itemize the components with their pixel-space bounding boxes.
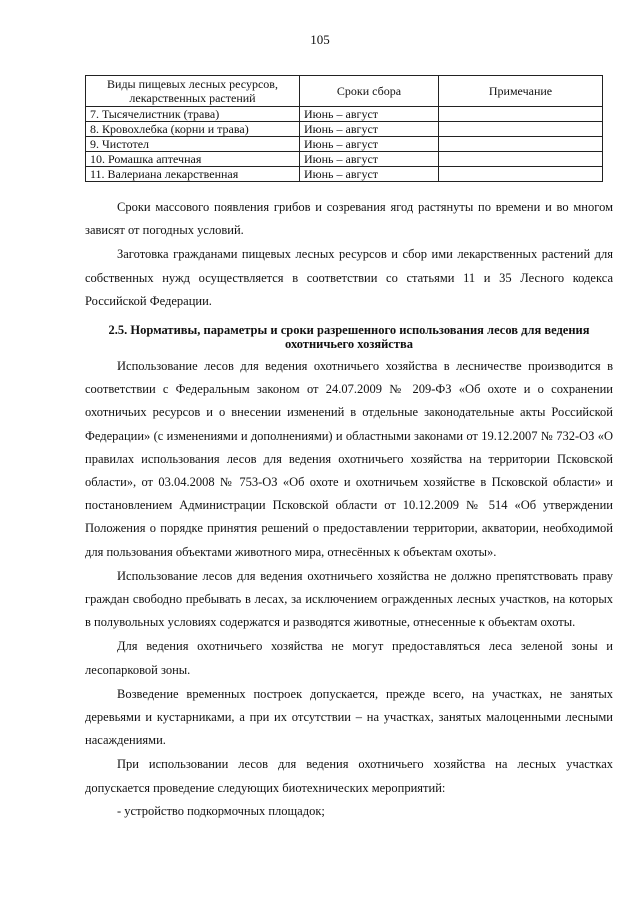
cell-note (439, 167, 603, 182)
table-row (86, 137, 603, 152)
cell-note (439, 152, 603, 167)
cell-resource: 11. Валериана лекарственная (86, 167, 300, 182)
cell-note (439, 137, 603, 152)
paragraph-free-access: Использование лесов для ведения охотничьего хозяйства не должно препятствовать праву граждан свободно пребывать в лесах, за исключением огражденных лесных участков, на которых в полувольных условиях содержатся и разводятся животные, отнесенные к объектам охоты. (85, 568, 613, 630)
header-harvest-period: Сроки сбора (300, 76, 439, 107)
paragraph-hunting-law: Использование лесов для ведения охотничьего хозяйства в лесничестве производится в соответствии с Федеральным законом от 24.07.2009 № 209-ФЗ «Об охоте и о сохранении охотничьих ресурсов и о внесении изменений в отдельные законодательные акты Российской Федерации» (с изменениями и дополнениями) и областными законами от 19.12.2007 № 732-ОЗ «О правилах использования лесов для ведения охотничьего хозяйства на территории Псковской области», от 03.04.2008 № 753-ОЗ «Об охоте и охотничьем хозяйстве в Псковской области» и постановлением Администрации Псковской области от 10.12.2009 № 514 «Об утверждении Положения о порядке принятия решений о предоставлении территории, акватории, необходимой для пользования объектами животного мира, отнесённых к объектам охоты». (85, 359, 613, 559)
page-number: 105 (310, 32, 330, 47)
cell-period: Июнь – август (300, 137, 439, 152)
cell-period: Июнь – август (300, 167, 439, 182)
paragraph-citizen-harvesting: Заготовка гражданами пищевых лесных ресурсов и сбор ими лекарственных растений для собственных нужд осуществляется в соответствии со статьями 11 и 35 Лесного кодекса Российской Федерации. (85, 247, 613, 308)
header-resource-types: Виды пищевых лесных ресурсов, лекарственных растений (86, 76, 300, 107)
cell-resource: 7. Тысячелистник (трава) (86, 107, 300, 122)
harvest-schedule-table (85, 75, 603, 182)
table-row (86, 167, 603, 182)
table-row (86, 107, 603, 122)
cell-period: Июнь – август (300, 122, 439, 137)
cell-resource: 8. Кровохлебка (корни и трава) (86, 122, 300, 137)
paragraph-green-zone: Для ведения охотничьего хозяйства не могут предоставляться леса зеленой зоны и лесопарковой зоны. (85, 639, 613, 677)
header-note: Примечание (439, 76, 603, 107)
cell-period: Июнь – август (300, 152, 439, 167)
document-body (85, 196, 613, 823)
cell-note (439, 107, 603, 122)
cell-period: Июнь – август (300, 107, 439, 122)
table-header-row (86, 76, 603, 107)
paragraph-biotechnical-measures: При использовании лесов для ведения охотничьего хозяйства на лесных участках допускается проведение следующих биотехнических мероприятий: (85, 757, 613, 795)
cell-resource: 10. Ромашка аптечная (86, 152, 300, 167)
section-title: 2.5. Нормативы, параметры и сроки разрешенного использования лесов для ведения охотничьего хозяйства (108, 323, 590, 352)
paragraph-mushroom-timing: Сроки массового появления грибов и созревания ягод растянуты по времени и во многом зависят от погодных условий. (85, 200, 613, 238)
paragraph-temporary-buildings: Возведение временных построек допускается, прежде всего, на участках, не занятых деревьями и кустарниками, а при их отсутствии – на участках, занятых малоценными лесными насаждениями. (85, 686, 613, 748)
bullet-feeding-grounds: - устройство подкормочных площадок; (117, 803, 325, 818)
table-row (86, 152, 603, 167)
cell-resource: 9. Чистотел (86, 137, 300, 152)
table-row (86, 122, 603, 137)
cell-note (439, 122, 603, 137)
